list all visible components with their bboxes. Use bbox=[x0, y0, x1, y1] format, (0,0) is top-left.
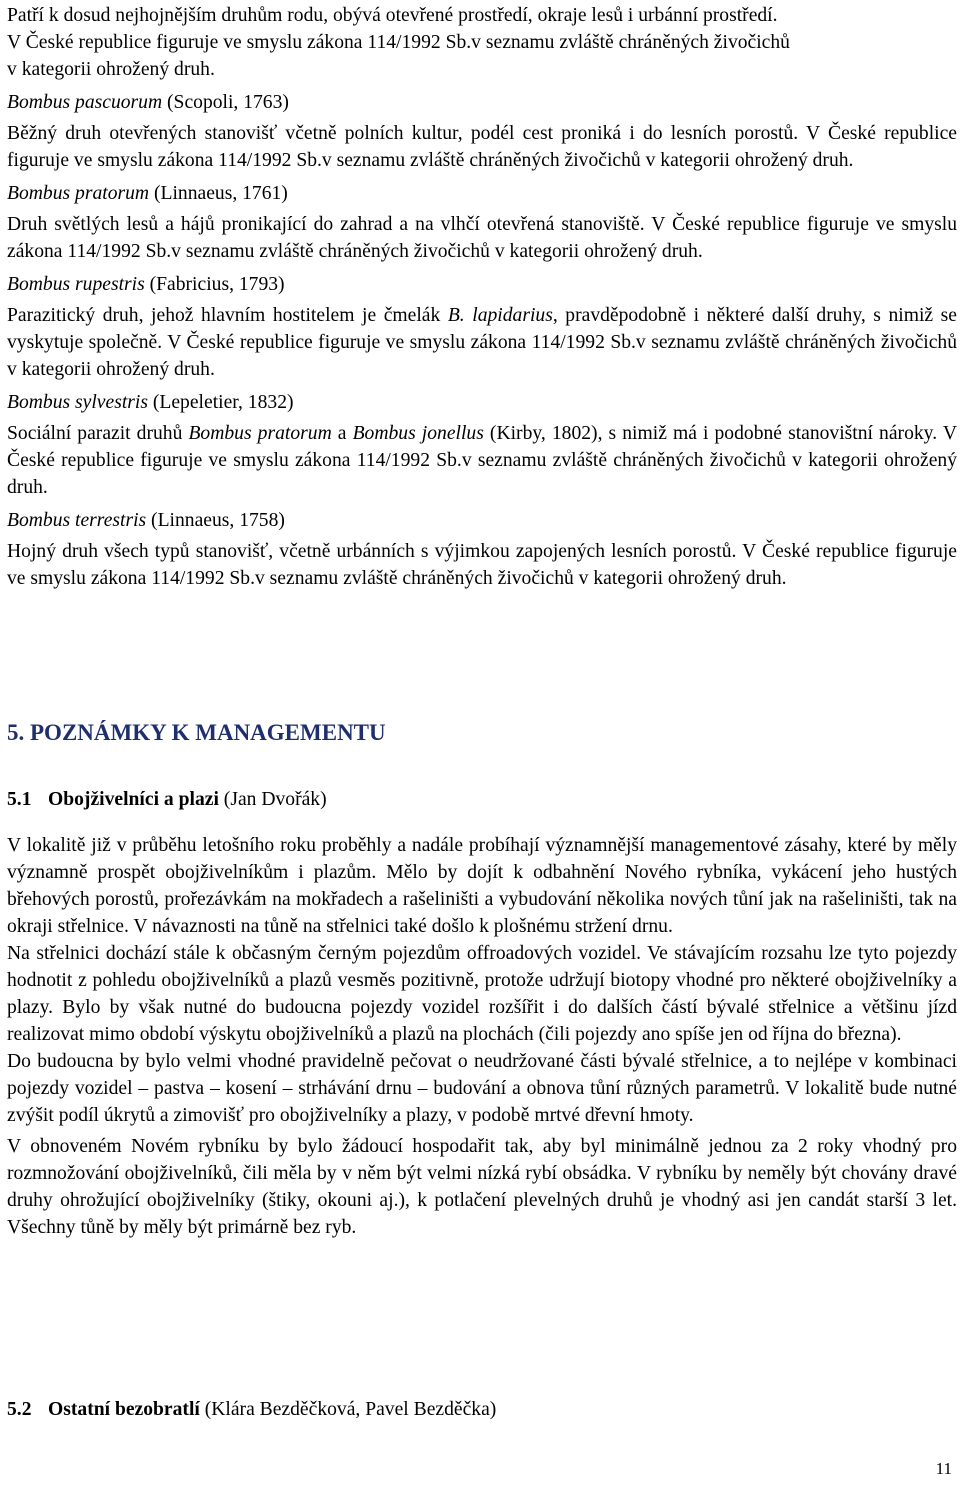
species-author: (Scopoli, 1763) bbox=[162, 92, 289, 113]
species-heading bbox=[7, 389, 957, 416]
body-paragraph: V obnoveném Novém rybníku by bylo žádoucí hospodařit tak, aby byl minimálně jednou za 2 roky vhodný pro rozmnožování obojživelníků, čili měla by v něm být velmi nízká rybí obsádka. V rybníku by neměly být chovány dravé druhy ohrožující obojživelníky (štiky, okouni aj.), k potlačení plevelných druhů je vhodný asi jen candát starší 3 let. Všechny tůně by měly být primárně bez ryb. bbox=[7, 1136, 957, 1238]
intro-line-1: Patří k dosud nejhojnějším druhům rodu, obývá otevřené prostředí, okraje lesů i urbánní prostředí. bbox=[7, 5, 778, 26]
species-section bbox=[7, 2, 957, 592]
species-description: Druh světlých lesů a hájů pronikající do zahrad a na vlhčí otevřená stanoviště. V České republice figuruje ve smyslu zákona 114/1992 Sb.v seznamu zvláště chráněných živočichů v kategorii ohrožený druh. bbox=[7, 214, 957, 262]
subsection-number: 5.1 bbox=[7, 789, 32, 810]
subsection-heading bbox=[7, 786, 327, 813]
body-paragraph: Do budoucna by bylo velmi vhodné pravidelně pečovat o neudržované části bývalé střelnice, a to nejlépe v kombinaci pojezdy vozidel – pastva – kosení – strhávání drnu – budování a obnova tůní různých parametrů. V lokalitě bude nutné zvýšit podíl úkrytů a zimovišť pro obojživelníky a plazy, v podobě mrtvé dřevní hmoty. bbox=[7, 1051, 957, 1126]
species-description bbox=[7, 420, 957, 501]
species-name: Bombus pascuorum bbox=[7, 92, 163, 113]
body-paragraph: Na střelnici dochází stále k občasným černým pojezdům offroadových vozidel. Ve stávajícím rozsahu lze tyto pojezdy hodnotit z pohledu obojživelníků a plazů vesměs pozitivně, protože udržují biotopy vhodné pro některé obojživelníky a plazy. Bylo by však nutné do budoucna pojezdy vozidel rozšířit i do dalších částí bývalé střelnice a většinu jízd realizovat mimo období výskytu obojživelníků a plazů na plochách (čili pojezdy ano spíše jen od října do března). bbox=[7, 943, 957, 1045]
subsection-authors: (Klára Bezděčková, Pavel Bezděčka) bbox=[199, 1399, 497, 1420]
description-text: a bbox=[331, 423, 353, 444]
description-text: Sociální parazit druhů bbox=[7, 423, 189, 444]
species-author: (Lepeletier, 1832) bbox=[147, 392, 294, 413]
intro-paragraph bbox=[7, 2, 957, 83]
description-text: (Kirby, 1802), s nimiž má i podobné stanovištní nároky. V České republice figuruje ve smyslu zákona 114/1992 Sb.v seznamu zvláště chráněných živočichů v kategorii ohrožený druh. bbox=[7, 423, 957, 498]
subsection-body bbox=[7, 832, 957, 1241]
species-author: (Fabricius, 1793) bbox=[144, 274, 285, 295]
species-heading bbox=[7, 507, 957, 534]
section-heading: 5. POZNÁMKY K MANAGEMENTU bbox=[7, 720, 386, 745]
species-name: Bombus sylvestris bbox=[7, 392, 148, 413]
species-name-inline: B. lapidarius bbox=[447, 305, 553, 326]
intro-line-2: V České republice figuruje ve smyslu zákona 114/1992 Sb.v seznamu zvláště chráněných živočichů bbox=[7, 32, 790, 53]
species-heading bbox=[7, 271, 957, 298]
species-name: Bombus rupestris bbox=[7, 274, 145, 295]
subsection-heading bbox=[7, 1396, 496, 1423]
subsection-title: Ostatní bezobratlí bbox=[48, 1399, 200, 1420]
page-number: 11 bbox=[935, 1459, 952, 1478]
species-name: Bombus terrestris bbox=[7, 510, 147, 531]
species-name-inline: Bombus pratorum bbox=[188, 423, 332, 444]
subsection-number: 5.2 bbox=[7, 1399, 32, 1420]
subsection-authors: (Jan Dvořák) bbox=[218, 789, 327, 810]
species-author: (Linnaeus, 1761) bbox=[149, 183, 288, 204]
species-name-inline: Bombus jonellus bbox=[352, 423, 484, 444]
species-description bbox=[7, 302, 957, 383]
species-description: Hojný druh všech typů stanovišť, včetně urbánních s výjimkou zapojených lesních porostů. V České republice figuruje ve smyslu zákona 114/1992 Sb.v seznamu zvláště chráněných živočichů v kategorii ohrožený druh. bbox=[7, 541, 957, 589]
description-text: , pravděpodobně i některé další druhy, s nimiž se vyskytuje společně. V České republice figuruje ve smyslu zákona 114/1992 Sb.v seznamu zvláště chráněných živočichů v kategorii ohrožený druh. bbox=[7, 305, 957, 380]
species-heading bbox=[7, 89, 957, 116]
intro-line-3: v kategorii ohrožený druh. bbox=[7, 59, 215, 80]
species-heading bbox=[7, 180, 957, 207]
species-description: Běžný druh otevřených stanovišť včetně polních kultur, podél cest proniká i do lesních porostů. V České republice figuruje ve smyslu zákona 114/1992 Sb.v seznamu zvláště chráněných živočichů v kategorii ohrožený druh. bbox=[7, 123, 957, 171]
subsection-title: Obojživelníci a plazi bbox=[48, 789, 219, 810]
species-name: Bombus pratorum bbox=[7, 183, 150, 204]
description-text: Parazitický druh, jehož hlavním hostitelem je čmelák bbox=[7, 305, 448, 326]
species-author: (Linnaeus, 1758) bbox=[146, 510, 285, 531]
body-paragraph: V lokalitě již v průběhu letošního roku proběhly a nadále probíhají významnější managementové zásahy, které by měly významně prospět obojživelníkům i plazům. Mělo by dojít k odbahnění Nového rybníka, vykácení jeho hustých břehových porostů, prořezávkám na mokřadech a rašeliništi a vybudování několika nových tůní jak na rašeliništi, tak na okraji střelnice. V návaznosti na tůně na střelnici také došlo k plošnému stržení drnu. bbox=[7, 835, 957, 937]
